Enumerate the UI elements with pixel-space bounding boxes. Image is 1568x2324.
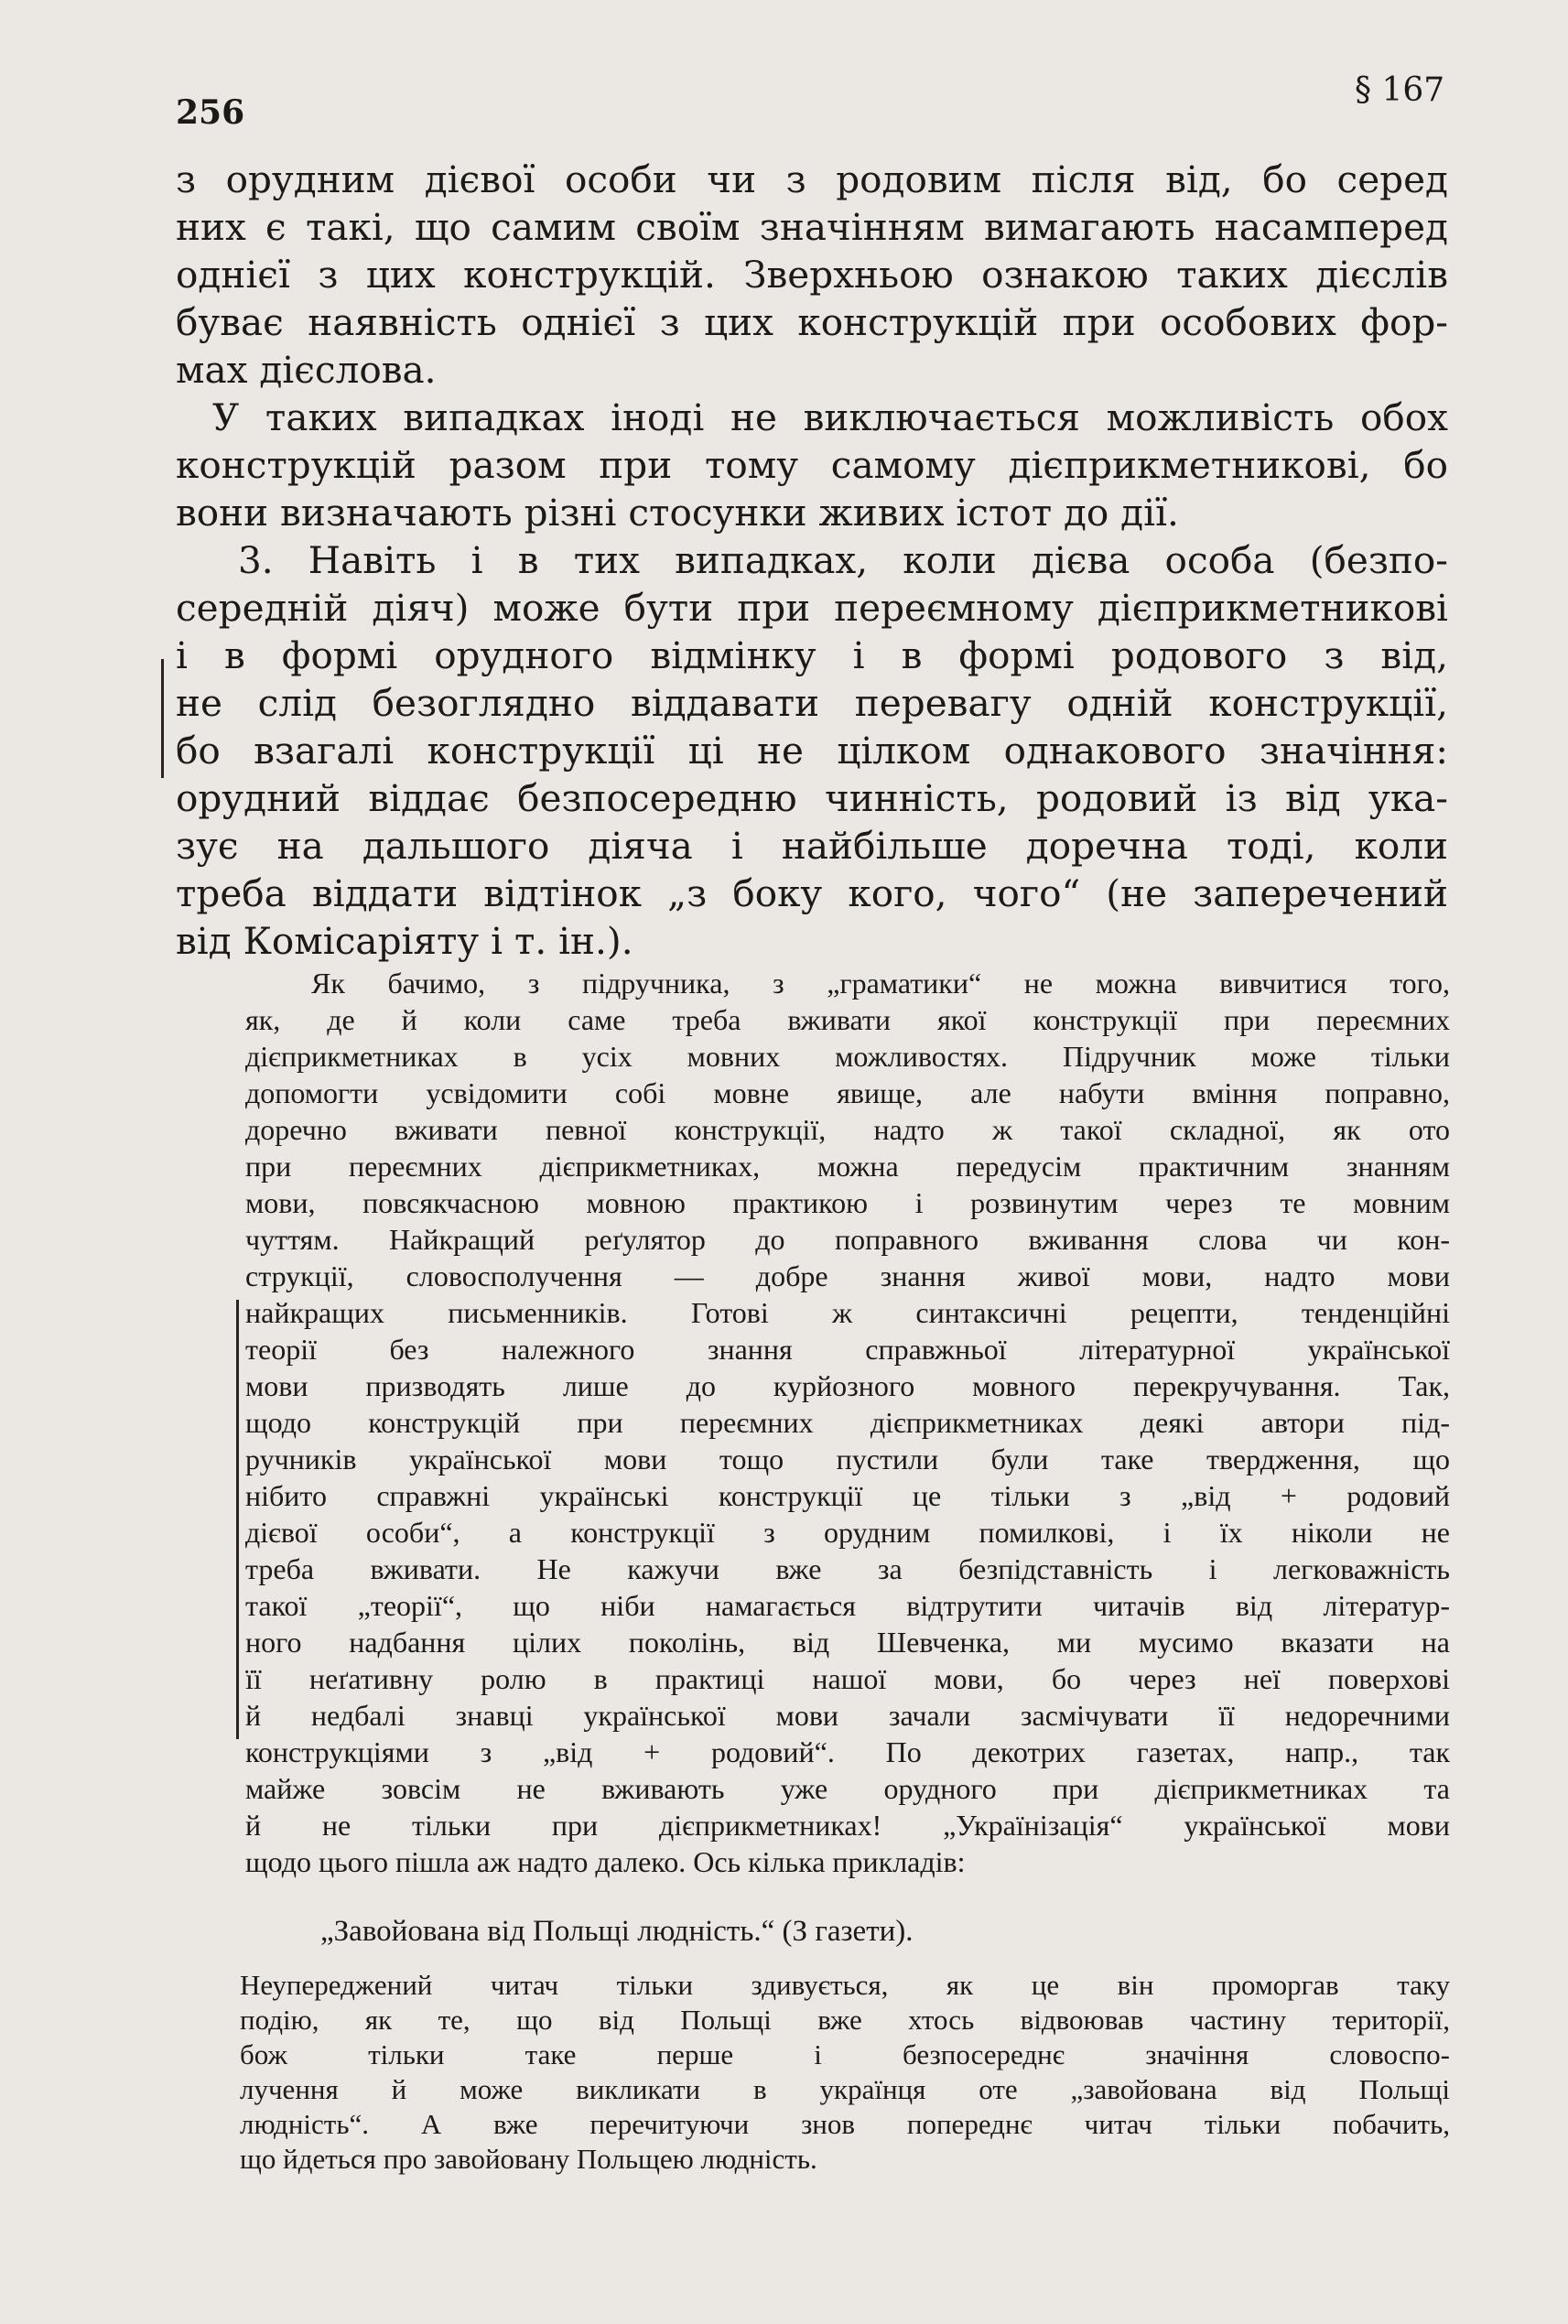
main-line: вони визначають різні стосунки живих істот до дії. <box>176 491 1179 535</box>
tail-line: що йдеться про завойовану Польщею людність. <box>240 2143 817 2175</box>
small-line: щодо цього пішла аж надто далеко. Ось кілька прикладів: <box>245 1845 966 1878</box>
small-line: доречно вживати певної конструкції, надто ж такої складної, як ото <box>245 1113 1450 1146</box>
main-line: орудний віддає безпосередню чинність, родовий із від ука- <box>176 776 1448 820</box>
main-line: однієї з цих конструкцій. Зверхньою ознакою таких дієслів <box>176 253 1448 297</box>
main-line: конструкцій разом при тому самому дієприкметникові, бо <box>176 443 1448 487</box>
small-line: ручників української мови тощо пустили були таке твердження, що <box>245 1443 1450 1475</box>
small-line: щодо конструкцій при переємних дієприкметниках деякі автори під- <box>245 1406 1450 1439</box>
tail-line: Неупереджений читач тільки здивується, як це він проморгав таку <box>240 1969 1450 2001</box>
margin-mark <box>236 1300 239 1739</box>
small-line: й не тільки при дієприкметниках! „Українізація“ української мови <box>245 1809 1450 1842</box>
main-line: середній діяч) може бути при переємному дієприкметникові <box>176 586 1448 630</box>
main-line: не слід безоглядно віддавати перевагу одній конструкції, <box>176 681 1448 725</box>
main-line: і в формі орудного відмінку і в формі родового з від, <box>176 633 1448 677</box>
main-line: бо взагалі конструкції ці не цілком однакового значіння: <box>176 729 1448 773</box>
small-line: струкції, словосполучення — добре знання живої мови, надто мови <box>245 1259 1450 1292</box>
small-line: найкращих письменників. Готові ж синтаксичні рецепти, тенденційні <box>245 1296 1450 1329</box>
main-line: з орудним дієвої особи чи з родовим після від, бо серед <box>176 157 1448 201</box>
small-line: ного надбання цілих поколінь, від Шевченка, ми мусимо вказати на <box>245 1626 1450 1659</box>
small-line: такої „теорії“, що ніби намагається відтрутити читачів від літератур- <box>245 1589 1450 1622</box>
small-line: дієприкметниках в усіх мовних можливостях. Підручник може тільки <box>245 1040 1450 1073</box>
small-line: мови призводять лише до курйозного мовного перекручування. Так, <box>245 1369 1450 1402</box>
small-line: нібито справжні українські конструкції це тільки з „від + родовий <box>245 1479 1450 1512</box>
main-text <box>176 156 1448 965</box>
main-line: треба віддати відтінок „з боку кого, чого“ (не заперечений <box>176 871 1448 915</box>
small-line: конструкціями з „від + родовий“. По декотрих газетах, напр., так <box>245 1735 1450 1768</box>
tail-line: подію, як те, що від Польщі вже хтось відвоював частину території, <box>240 2004 1450 2036</box>
small-line: майже зовсім не вживають уже орудного при дієприкметниках та <box>245 1772 1450 1805</box>
small-line: чуттям. Найкращий реґулятор до поправного вживання слова чи кон- <box>245 1223 1450 1256</box>
closing-text <box>240 1968 1450 2177</box>
small-print-text <box>245 965 1450 1880</box>
small-line: дієвої особи“, а конструкції з орудним помилкові, і їх ніколи не <box>245 1516 1450 1549</box>
small-line: при переємних дієприкметниках, можна передусім практичним знанням <box>245 1150 1450 1183</box>
small-line: й недбалі знавці української мови зачали засмічувати її недоречними <box>245 1699 1450 1732</box>
tail-line: лучення й може викликати в українця оте „завойована від Польщі <box>240 2073 1450 2105</box>
tail-line: бож тільки таке перше і безпосереднє значіння словоспо- <box>240 2038 1450 2070</box>
main-line: У таких випадках іноді не виключається можливість обох <box>212 395 1448 439</box>
example-quote: „Завойована від Польщі людність.“ (З газети). <box>320 1915 914 1948</box>
main-line: буває наявність однієї з цих конструкцій при особових фор- <box>176 300 1448 344</box>
page-number: 256 <box>176 93 245 132</box>
margin-mark <box>161 659 164 778</box>
small-line: треба вживати. Не кажучи вже за безпідставність і легковажність <box>245 1552 1450 1585</box>
main-line: зує на дальшого діяча і найбільше доречна тоді, коли <box>176 824 1448 868</box>
section-reference: § 167 <box>1355 71 1445 109</box>
small-line: допомогти усвідомити собі мовне явище, але набути вміння поправно, <box>245 1076 1450 1109</box>
main-line: них є такі, що самим своїм значінням вимагають насамперед <box>176 205 1448 249</box>
tail-line: людність“. А вже перечитуючи знов попереднє читач тільки побачить, <box>240 2108 1450 2140</box>
main-line: від Комісаріяту і т. ін.). <box>176 919 633 963</box>
small-line: теорії без належного знання справжньої літературної української <box>245 1333 1450 1366</box>
small-line: Як бачимо, з підручника, з „граматики“ не можна вивчитися того, <box>311 967 1450 1000</box>
main-line: мах дієслова. <box>176 348 437 392</box>
small-line: мови, повсякчасною мовною практикою і розвинутим через те мовним <box>245 1186 1450 1219</box>
small-line: як, де й коли саме треба вживати якої конструкції при переємних <box>245 1003 1450 1036</box>
small-line: її неґативну ролю в практиці нашої мови, бо через неї поверхові <box>245 1662 1450 1695</box>
main-line: 3. Навіть і в тих випадках, коли дієва особа (безпо- <box>238 538 1448 582</box>
